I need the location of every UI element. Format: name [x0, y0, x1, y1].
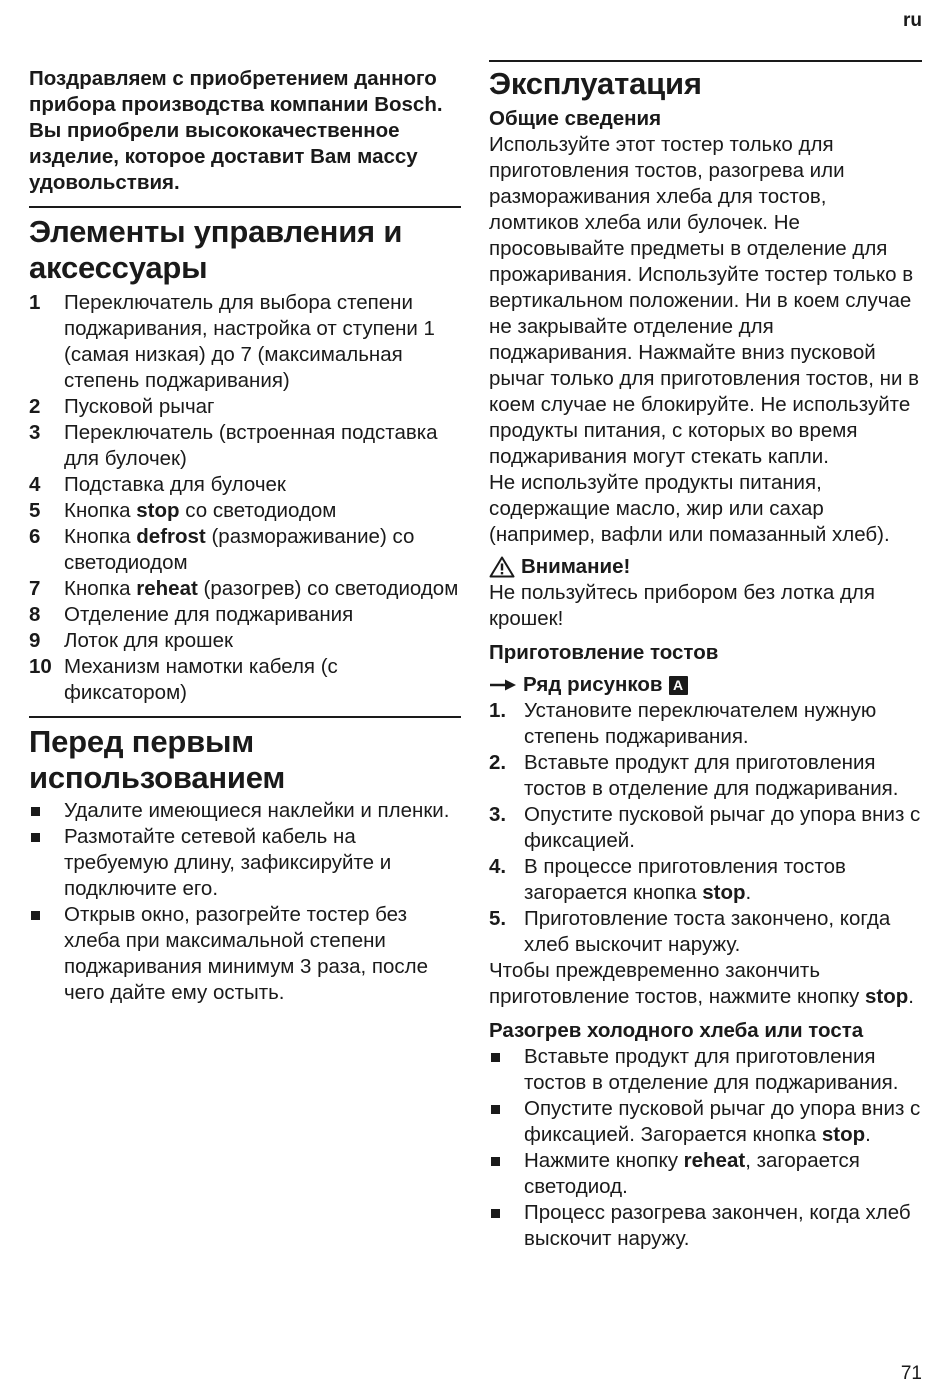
figure-reference — [489, 672, 922, 698]
bullet-item — [489, 1044, 922, 1096]
toast-steps — [489, 698, 922, 958]
bullet-item — [29, 798, 461, 824]
list-item — [29, 628, 461, 654]
item-text: Кнопка — [64, 577, 137, 600]
first-use-title: Перед первым использованием — [29, 724, 286, 795]
step-item — [489, 802, 922, 854]
step-text: Вставьте продукт для приготовления тостов в отделение для поджаривания. — [524, 751, 899, 800]
item-number: 10 — [29, 655, 52, 678]
general-heading: Общие сведения — [489, 107, 662, 130]
list-item — [29, 498, 461, 524]
square-bullet-icon — [491, 1157, 500, 1166]
button-name: stop — [702, 881, 746, 904]
bullet-item — [29, 824, 461, 902]
step-number: 3. — [489, 803, 507, 826]
section-divider — [29, 716, 461, 718]
page-number: 71 — [900, 1363, 922, 1384]
figure-letter-box: A — [669, 676, 688, 695]
bullet-text: Процесс разогрева закончен, когда хлеб выскочит наружу. — [524, 1201, 911, 1250]
reheat-list — [489, 1044, 922, 1252]
step-number: 5. — [489, 907, 507, 930]
bullet-item — [489, 1148, 922, 1200]
step-text: Установите переключателем нужную степень поджаривания. — [524, 699, 877, 748]
item-text: Кнопка — [64, 499, 137, 522]
item-text: Механизм намотки кабеля (с фиксатором) — [64, 655, 338, 704]
square-bullet-icon — [31, 833, 40, 842]
stop-text: Чтобы преждевременно закончить приготовление тостов, нажмите кнопку — [489, 959, 865, 1008]
stop-paragraph — [489, 958, 922, 1010]
item-text-suffix: (разогрев) со светодиодом — [197, 577, 459, 600]
step-item — [489, 854, 922, 906]
warning-label: Внимание! — [521, 555, 631, 578]
item-text: Пусковой рычаг — [64, 395, 215, 418]
step-number: 2. — [489, 751, 507, 774]
square-bullet-icon — [31, 807, 40, 816]
operation-title: Эксплуатация — [489, 66, 702, 101]
warning-triangle-icon — [489, 556, 515, 578]
step-item — [489, 750, 922, 802]
item-number: 5 — [29, 499, 41, 522]
item-number: 9 — [29, 629, 41, 652]
button-name: defrost — [136, 525, 206, 548]
bullet-text: Опустите пусковой рычаг до упора вниз с фиксацией. Загорается кнопка — [524, 1097, 921, 1146]
step-item — [489, 698, 922, 750]
item-number: 4 — [29, 473, 41, 496]
arrow-right-icon — [489, 678, 517, 692]
right-column — [489, 60, 922, 1252]
general-paragraph: Используйте этот тостер только для приготовления тостов, разогрева или размораживания хлеба для тостов, ломтиков хлеба или булочек. Не просовывайте предметы в отделение для прожаривания. Используйте тостер только в вертикальном положении. Ни в коем случае не закрывайте отделение для поджаривания. Нажмайте вниз пусковой рычаг только для приготовления тостов, ни в коем случае не блокируйте. Не используйте продукты питания, с которых во время поджаривания могут стекать капли. — [489, 133, 920, 468]
language-code: ru — [903, 10, 922, 31]
bullet-text: Вставьте продукт для приготовления тостов в отделение для поджаривания. — [524, 1045, 899, 1094]
list-item — [29, 394, 461, 420]
step-text-suffix: . — [745, 881, 752, 904]
intro-text: Поздравляем с приобретением данного прибора производства компании Bosch. Вы приобрели высококачественное изделие, которое доставит Вам массу удовольствия. — [29, 67, 443, 194]
item-text: Подставка для булочек — [64, 473, 286, 496]
square-bullet-icon — [491, 1053, 500, 1062]
bullet-item — [489, 1096, 922, 1148]
button-name: stop — [136, 499, 180, 522]
item-text: Переключатель для выбора степени поджаривания, настройка от ступени 1 (самая низкая) до 7 (максимальная степень поджаривания) — [64, 291, 435, 392]
list-item — [29, 524, 461, 576]
bullet-text: Нажмите кнопку — [524, 1149, 684, 1172]
item-text: Отделение для поджаривания — [64, 603, 354, 626]
item-text: Кнопка — [64, 525, 137, 548]
square-bullet-icon — [491, 1209, 500, 1218]
section-divider — [29, 206, 461, 208]
bullet-item — [29, 902, 461, 1006]
button-name: reheat — [136, 577, 198, 600]
bullet-item — [489, 1200, 922, 1252]
item-number: 3 — [29, 421, 41, 444]
list-item — [29, 420, 461, 472]
item-text: Переключатель (встроенная подставка для булочек) — [64, 421, 438, 470]
warning-text: Не пользуйтесь прибором без лотка для крошек! — [489, 581, 875, 630]
controls-list — [29, 290, 461, 706]
square-bullet-icon — [31, 911, 40, 920]
step-number: 4. — [489, 855, 507, 878]
list-item — [29, 576, 461, 602]
step-text: Приготовление тоста закончено, когда хлеб выскочит наружу. — [524, 907, 891, 956]
reheat-heading: Разогрев холодного хлеба или тоста — [489, 1019, 864, 1042]
item-number: 1 — [29, 291, 41, 314]
bullet-text: Открыв окно, разогрейте тостер без хлеба при максимальной степени поджаривания минимум 3 раза, после чего дайте ему остыть. — [64, 903, 429, 1004]
section-divider — [489, 60, 922, 62]
step-text: В процессе приготовления тостов загорается кнопка — [524, 855, 846, 904]
figure-reference-label: Ряд рисунков — [523, 673, 663, 696]
item-number: 7 — [29, 577, 41, 600]
item-text-suffix: со светодиодом — [179, 499, 337, 522]
toast-heading: Приготовление тостов — [489, 641, 719, 664]
step-item — [489, 906, 922, 958]
item-number: 8 — [29, 603, 41, 626]
left-column — [29, 60, 461, 1006]
warning-heading — [489, 554, 922, 580]
button-name: reheat — [683, 1149, 746, 1172]
controls-title: Элементы управления и аксессуары — [29, 214, 403, 285]
list-item — [29, 602, 461, 628]
stop-text-suffix: . — [908, 985, 914, 1008]
item-text: Лоток для крошек — [64, 629, 233, 652]
step-text: Опустите пусковой рычаг до упора вниз с фиксацией. — [524, 803, 921, 852]
bullet-text-suffix: , загорается светодиод. — [524, 1149, 860, 1198]
general-paragraph-2: Не используйте продукты питания, содержащие масло, жир или сахар (например, вафли или помазанный хлеб). — [489, 471, 890, 546]
bullet-text: Размотайте сетевой кабель на требуемую длину, зафиксируйте и подключите его. — [64, 825, 392, 900]
list-item — [29, 290, 461, 394]
step-number: 1. — [489, 699, 507, 722]
first-use-list — [29, 798, 461, 1006]
item-text-suffix: (размораживание) со светодиодом — [64, 525, 415, 574]
button-name: stop — [821, 1123, 866, 1146]
list-item — [29, 472, 461, 498]
square-bullet-icon — [491, 1105, 500, 1114]
bullet-text-suffix: . — [865, 1123, 871, 1146]
bullet-text: Удалите имеющиеся наклейки и пленки. — [64, 799, 450, 822]
item-number: 6 — [29, 525, 41, 548]
button-name: stop — [864, 985, 909, 1008]
item-number: 2 — [29, 395, 41, 418]
list-item — [29, 654, 461, 706]
